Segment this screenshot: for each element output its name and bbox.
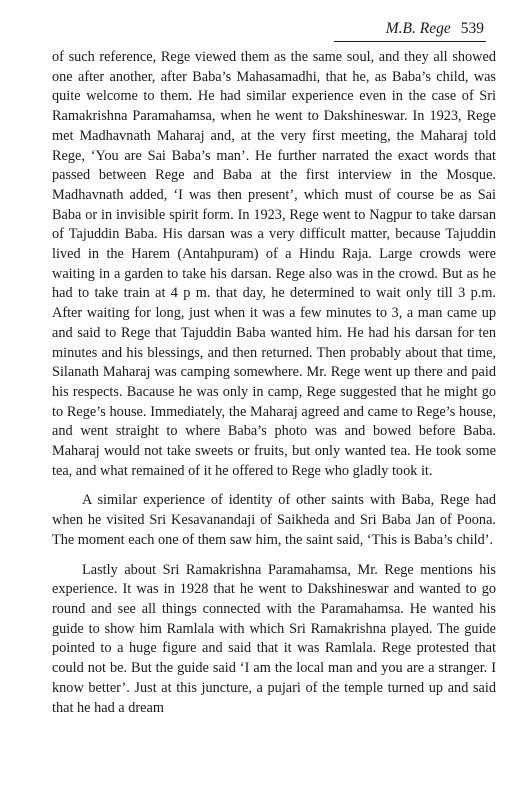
body-text [52,48,496,718]
paragraph-ramakrishna: Lastly about Sri Ramakrishna Paramahamsa, Mr. Rege mentions his experience. It was in 1928 that he went to Dakshineswar and wanted to go round and see all things connected with the Paramahamsa. He wanted his guide to show him Ramlala with which Sri Ramakrishna played. The guide pointed to a huge figure and said that it was Ramlala. Rege protested that could not be. But the guide said ‘I am the local man and you are a stranger. I know better’. Just at this juncture, a pujari of the temple turned up and said that he had a dream [52,561,496,716]
running-title: M.B. Rege [385,20,451,37]
header-rule [334,41,486,42]
page-number: 539 [460,20,484,37]
paragraph-saints-identity: A similar experience of identity of other saints with Baba, Rege had when he visited Sri Kesavanandaji of Saikheda and Sri Baba Jan of Poona. The moment each one of them saw him, the saint said, ‘This is Baba’s child’. [52,492,496,548]
paragraph-continued: of such reference, Rege viewed them as the same soul, and they all showed one after another, after Baba’s Mahasamadhi, that he, as Baba’s child, was quite welcome to them. He had similar experience even in the case of Sri Ramakrishna Paramahamsa, when he went to Dakshineswar. In 1923, Rege met Madhavnath Maharaj and, at the very first meeting, the Maharaj told Rege, ‘You are Sai Baba’s man’. He further narrated the exact words that passed between Rege and Baba at the first interview in the Mosque. Madhavnath added, ‘I was then present’, which must of course be as Sai Baba or in invisible spirit form. In 1923, Rege went to Nagpur to take darsan of Tajuddin Baba. His darsan was a very difficult matter, because Tajuddin lived in the Harem (Antahpuram) of a Hindu Raja. Large crowds were waiting in a garden to take his darsan. Rege also was in the crowd. But as he had to take train at 4 p m. that day, he determined to wait only till 3 p.m. After waiting for long, just when it was a few minutes to 3, a man came up and said to Rege that Tajuddin Baba wanted him. He had his darsan for ten minutes and his blessings, and then returned. Then probably about that time, Silanath Maharaj was camping somewhere. Mr. Rege went up there and paid his respects. Bacause he was only in camp, Rege suggested that he might go to Rege’s house. Immediately, the Maharaj agreed and came to Rege’s house, and went straight to where Baba’s photo was and bowed before Baba. Maharaj would not take sweets or fruits, but only wanted tea. He took some tea, and what remained of it he offered to Rege who gladly took it. [52,49,496,479]
running-header [386,20,484,38]
